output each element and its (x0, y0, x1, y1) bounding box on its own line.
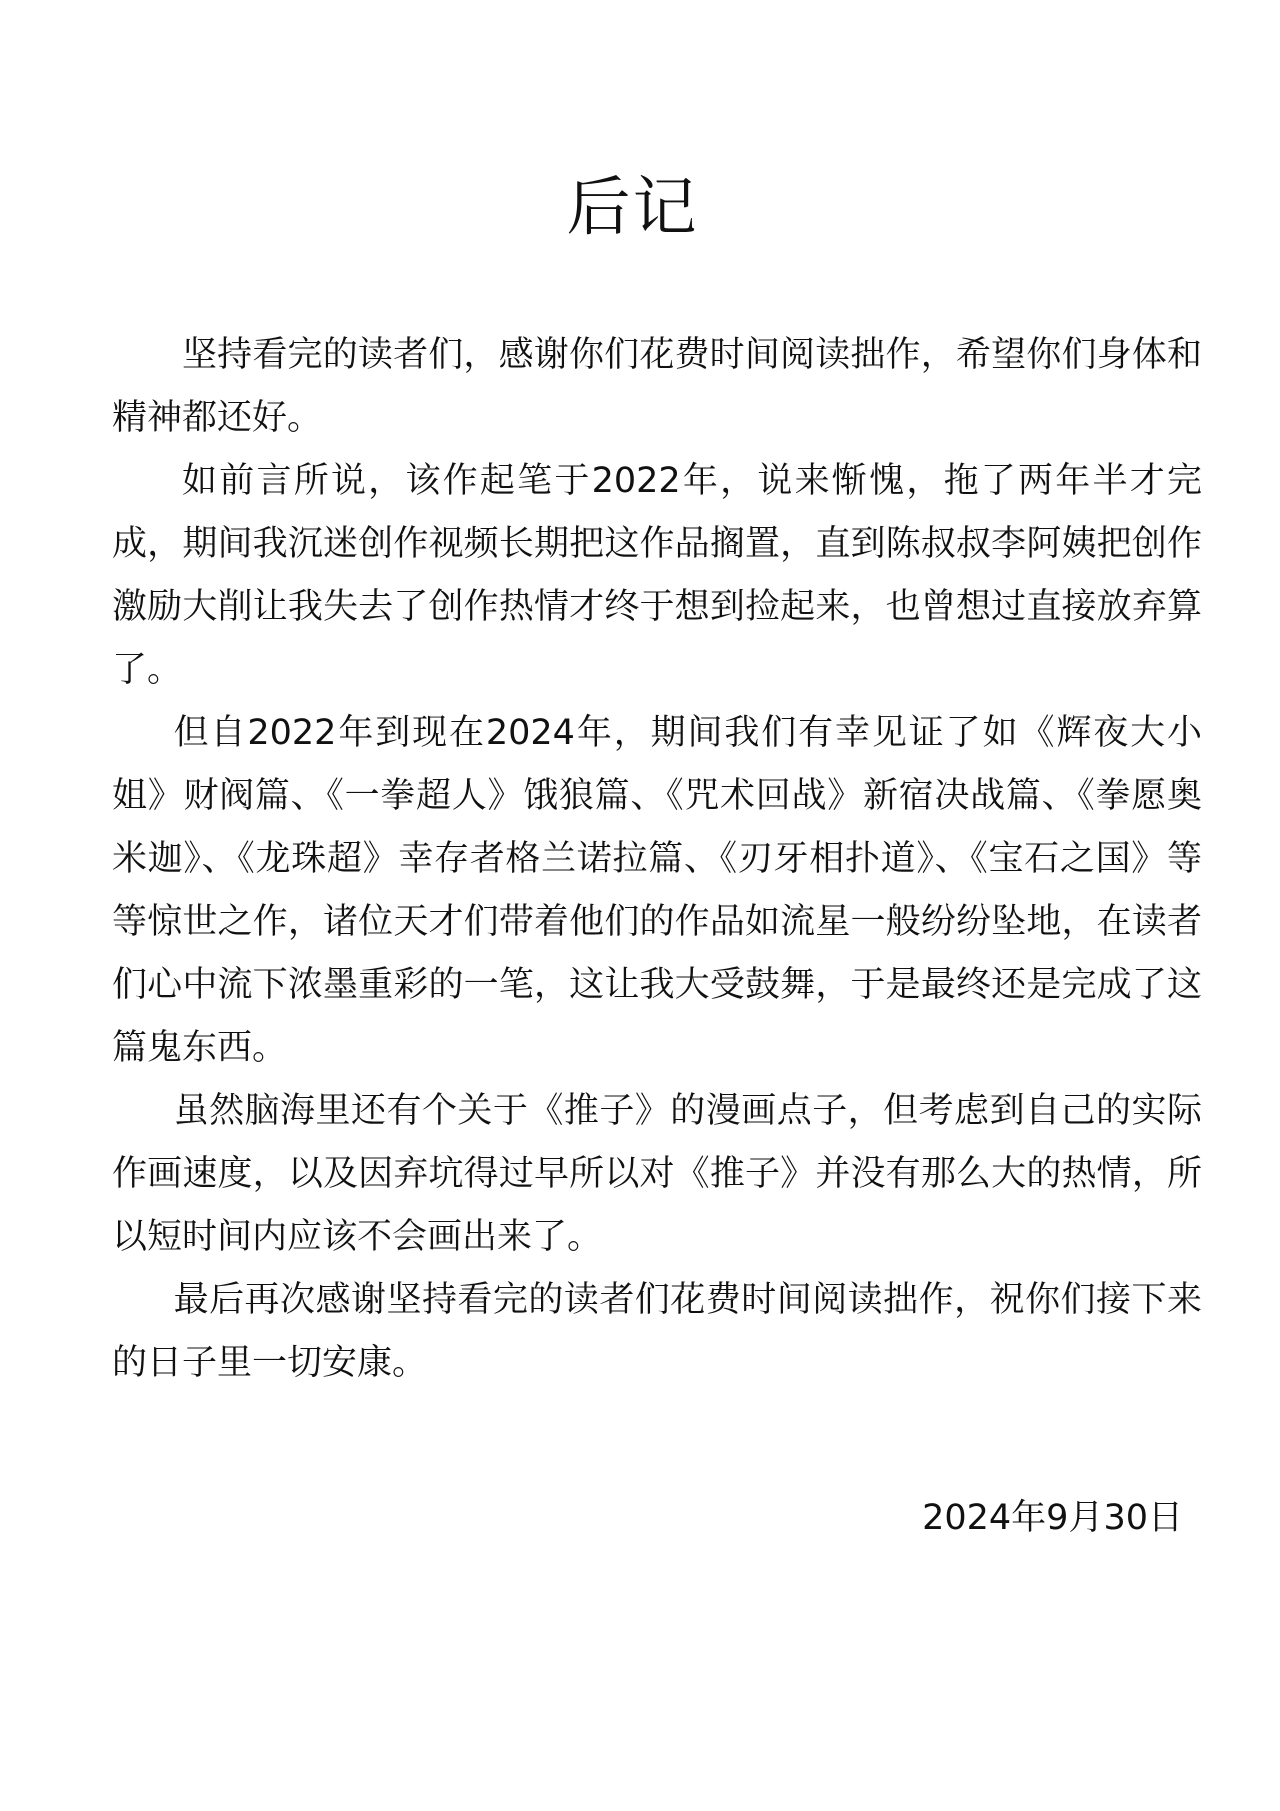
paragraph-inspiration: 但自2022年到现在2024年，期间我们有幸见证了如《辉夜大小姐》财阀篇、《一拳超人》饿狼篇、《咒术回战》新宿决战篇、《拳愿奥米迦》、《龙珠超》幸存者格兰诺拉篇、《刃牙相扑道》、《宝石之国》等等惊世之作，诸位天才们带着他们的作品如流星一般纷纷坠地，在读者们心中流下浓墨重彩的一笔，这让我大受鼓舞，于是最终还是完成了这篇鬼东西。 (112, 713, 1202, 1068)
paragraph-closing: 最后再次感谢坚持看完的读者们花费时间阅读拙作，祝你们接下来的日子里一切安康。 (112, 1280, 1202, 1383)
afterword-body (112, 324, 1202, 1395)
paragraph-thanks: 坚持看完的读者们，感谢你们花费时间阅读拙作，希望你们身体和精神都还好。 (112, 335, 1202, 438)
signature-date: 2024年9月30日 (922, 1498, 1183, 1538)
paragraph-future-plans: 虽然脑海里还有个关于《推子》的漫画点子，但考虑到自己的实际作画速度，以及因弃坑得过早所以对《推子》并没有那么大的热情，所以短时间内应该不会画出来了。 (112, 1091, 1202, 1257)
page-title: 后记 (566, 171, 699, 245)
paragraph-history: 如前言所说，该作起笔于2022年，说来惭愧，拖了两年半才完成，期间我沉迷创作视频长期把这作品搁置，直到陈叔叔李阿姨把创作激励大削让我失去了创作热情才终于想到捡起来，也曾想过直接放弃算了。 (112, 461, 1202, 690)
